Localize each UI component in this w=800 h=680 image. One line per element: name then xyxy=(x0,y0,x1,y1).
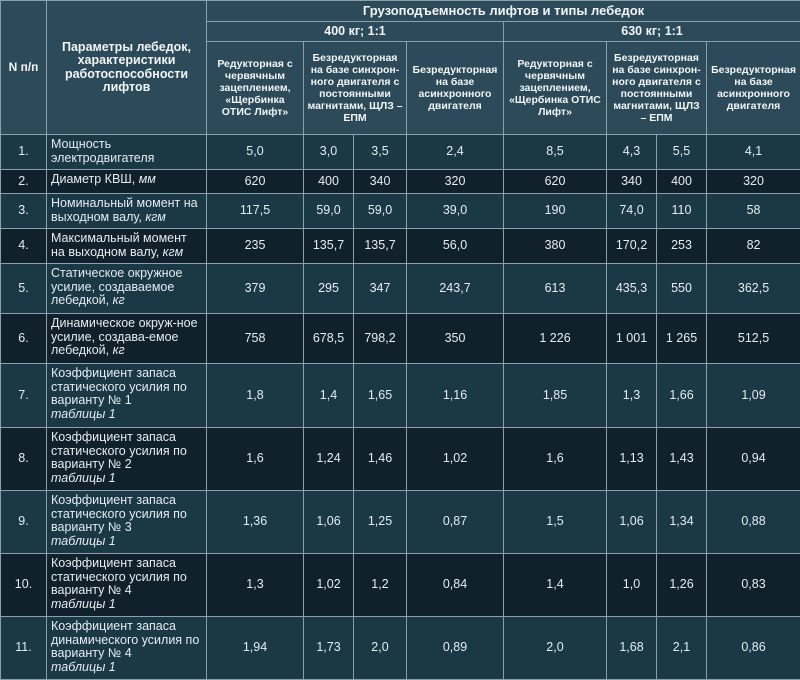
value-cell: 4,1 xyxy=(707,135,800,170)
parameter-unit: кг xyxy=(113,343,125,357)
value-cell: 613 xyxy=(504,264,607,314)
row-number: 11. xyxy=(1,617,47,680)
parameter-unit: кг xyxy=(113,293,125,307)
header-type-gearless-async-630: Безредукторная на базе асинхронного двигателя xyxy=(707,42,800,135)
parameter-name-cell xyxy=(47,364,207,428)
value-cell: 82 xyxy=(707,229,800,264)
value-cell: 400 xyxy=(657,170,707,194)
table-row xyxy=(1,229,800,264)
row-number: 10. xyxy=(1,554,47,617)
parameter-name: Номинальный момент на выходном валу, xyxy=(51,196,198,224)
value-cell: 3,5 xyxy=(354,135,407,170)
value-cell: 1 001 xyxy=(607,314,657,364)
parameter-name-cell xyxy=(47,428,207,491)
table-row xyxy=(1,428,800,491)
parameter-unit: кгм xyxy=(163,245,184,259)
parameter-name: Коэффициент запаса статического усилия по варианту № 4 xyxy=(51,556,187,597)
parameter-name: Коэффициент запаса статического усилия по варианту № 1 xyxy=(51,366,187,407)
value-cell: 1,25 xyxy=(354,491,407,554)
value-cell: 1,36 xyxy=(207,491,304,554)
parameter-name-cell xyxy=(47,135,207,170)
value-cell: 1,73 xyxy=(304,617,354,680)
value-cell: 235 xyxy=(207,229,304,264)
table-row xyxy=(1,314,800,364)
parameter-name-cell xyxy=(47,229,207,264)
row-number: 5. xyxy=(1,264,47,314)
parameter-name: Коэффициент запаса динамического усилия по варианту № 4 xyxy=(51,619,199,660)
value-cell: 0,87 xyxy=(407,491,504,554)
value-cell: 4,3 xyxy=(607,135,657,170)
value-cell: 340 xyxy=(607,170,657,194)
value-cell: 5,5 xyxy=(657,135,707,170)
value-cell: 39,0 xyxy=(407,194,504,229)
value-cell: 1,16 xyxy=(407,364,504,428)
table-row xyxy=(1,617,800,680)
value-cell: 1,0 xyxy=(607,554,657,617)
value-cell: 1 226 xyxy=(504,314,607,364)
header-parameters: Параметры лебедок, характеристики работоспособности лифтов xyxy=(47,1,207,135)
row-number: 2. xyxy=(1,170,47,194)
table-row xyxy=(1,364,800,428)
value-cell: 1,46 xyxy=(354,428,407,491)
table-header xyxy=(1,1,800,135)
value-cell: 59,0 xyxy=(304,194,354,229)
parameter-reference: таблицы 1 xyxy=(51,407,116,421)
parameter-reference: таблицы 1 xyxy=(51,534,116,548)
parameter-name: Коэффициент запаса статического усилия по варианту № 2 xyxy=(51,430,187,471)
parameter-name: Максимальный момент на выходном валу, xyxy=(51,231,187,259)
value-cell: 0,89 xyxy=(407,617,504,680)
parameter-name-cell xyxy=(47,554,207,617)
value-cell: 340 xyxy=(354,170,407,194)
value-cell: 170,2 xyxy=(607,229,657,264)
header-group-400: 400 кг; 1:1 xyxy=(207,22,504,42)
value-cell: 1,26 xyxy=(657,554,707,617)
value-cell: 1,09 xyxy=(707,364,800,428)
header-type-geared-400: Редукторная с червячным зацеплением, «Щербинка ОТИС Лифт» xyxy=(207,42,304,135)
value-cell: 1,06 xyxy=(304,491,354,554)
table-row xyxy=(1,170,800,194)
value-cell: 135,7 xyxy=(304,229,354,264)
value-cell: 1,06 xyxy=(607,491,657,554)
value-cell: 2,0 xyxy=(504,617,607,680)
table-body xyxy=(1,135,800,680)
parameter-name: Диаметр КВШ, xyxy=(51,172,139,186)
value-cell: 678,5 xyxy=(304,314,354,364)
value-cell: 2,0 xyxy=(354,617,407,680)
header-type-gearless-async-400: Безредукторная на базе асинхронного двигателя xyxy=(407,42,504,135)
value-cell: 1,4 xyxy=(304,364,354,428)
parameter-name-cell xyxy=(47,170,207,194)
value-cell: 3,0 xyxy=(304,135,354,170)
table-row xyxy=(1,491,800,554)
table-row xyxy=(1,554,800,617)
row-number: 1. xyxy=(1,135,47,170)
value-cell: 550 xyxy=(657,264,707,314)
value-cell: 2,4 xyxy=(407,135,504,170)
value-cell: 0,84 xyxy=(407,554,504,617)
row-number: 9. xyxy=(1,491,47,554)
value-cell: 512,5 xyxy=(707,314,800,364)
value-cell: 1,65 xyxy=(354,364,407,428)
value-cell: 58 xyxy=(707,194,800,229)
value-cell: 1,4 xyxy=(504,554,607,617)
value-cell: 1,2 xyxy=(354,554,407,617)
value-cell: 435,3 xyxy=(607,264,657,314)
value-cell: 1,13 xyxy=(607,428,657,491)
value-cell: 1,6 xyxy=(207,428,304,491)
value-cell: 1,43 xyxy=(657,428,707,491)
parameter-unit: мм xyxy=(139,172,156,186)
value-cell: 1,34 xyxy=(657,491,707,554)
value-cell: 798,2 xyxy=(354,314,407,364)
value-cell: 0,94 xyxy=(707,428,800,491)
value-cell: 0,86 xyxy=(707,617,800,680)
header-capacity-title: Грузоподъемность лифтов и типы лебедок xyxy=(207,1,800,22)
value-cell: 320 xyxy=(707,170,800,194)
value-cell: 1,66 xyxy=(657,364,707,428)
value-cell: 74,0 xyxy=(607,194,657,229)
value-cell: 1,24 xyxy=(304,428,354,491)
value-cell: 1,3 xyxy=(607,364,657,428)
value-cell: 1 265 xyxy=(657,314,707,364)
value-cell: 1,94 xyxy=(207,617,304,680)
parameter-name-cell xyxy=(47,264,207,314)
row-number: 6. xyxy=(1,314,47,364)
value-cell: 0,83 xyxy=(707,554,800,617)
parameter-name-cell xyxy=(47,491,207,554)
value-cell: 1,02 xyxy=(407,428,504,491)
parameter-name-cell xyxy=(47,617,207,680)
row-number: 4. xyxy=(1,229,47,264)
value-cell: 117,5 xyxy=(207,194,304,229)
value-cell: 400 xyxy=(304,170,354,194)
row-number: 7. xyxy=(1,364,47,428)
parameter-name: Мощность электродвигателя xyxy=(51,137,154,165)
value-cell: 350 xyxy=(407,314,504,364)
parameter-reference: таблицы 1 xyxy=(51,660,116,674)
value-cell: 253 xyxy=(657,229,707,264)
parameter-name: Динамическое окруж-ное усилие, создава-емое лебедкой, xyxy=(51,316,198,357)
parameter-name-cell xyxy=(47,194,207,229)
value-cell: 2,1 xyxy=(657,617,707,680)
value-cell: 5,0 xyxy=(207,135,304,170)
parameter-reference: таблицы 1 xyxy=(51,471,116,485)
value-cell: 243,7 xyxy=(407,264,504,314)
value-cell: 620 xyxy=(504,170,607,194)
value-cell: 135,7 xyxy=(354,229,407,264)
value-cell: 1,6 xyxy=(504,428,607,491)
value-cell: 59,0 xyxy=(354,194,407,229)
value-cell: 1,8 xyxy=(207,364,304,428)
value-cell: 1,02 xyxy=(304,554,354,617)
value-cell: 620 xyxy=(207,170,304,194)
value-cell: 380 xyxy=(504,229,607,264)
table-row xyxy=(1,194,800,229)
parameter-name: Статическое окружное усилие, создаваемое лебедкой, xyxy=(51,266,183,307)
parameter-unit: кгм xyxy=(145,210,166,224)
header-number: N п/п xyxy=(1,1,47,135)
row-number: 8. xyxy=(1,428,47,491)
parameter-name: Коэффициент запаса статического усилия по варианту № 3 xyxy=(51,493,187,534)
value-cell: 1,68 xyxy=(607,617,657,680)
value-cell: 8,5 xyxy=(504,135,607,170)
parameter-name-cell xyxy=(47,314,207,364)
value-cell: 0,88 xyxy=(707,491,800,554)
value-cell: 1,3 xyxy=(207,554,304,617)
header-group-630: 630 кг; 1:1 xyxy=(504,22,800,42)
value-cell: 379 xyxy=(207,264,304,314)
value-cell: 1,85 xyxy=(504,364,607,428)
value-cell: 362,5 xyxy=(707,264,800,314)
value-cell: 320 xyxy=(407,170,504,194)
table-row xyxy=(1,135,800,170)
value-cell: 347 xyxy=(354,264,407,314)
row-number: 3. xyxy=(1,194,47,229)
value-cell: 190 xyxy=(504,194,607,229)
header-type-gearless-pm-400: Безредукторная на базе синхрон-ного двигателя с постоянными магнитами, ЩЛЗ – ЕПМ xyxy=(304,42,407,135)
value-cell: 758 xyxy=(207,314,304,364)
value-cell: 110 xyxy=(657,194,707,229)
value-cell: 1,5 xyxy=(504,491,607,554)
table-row xyxy=(1,264,800,314)
parameter-reference: таблицы 1 xyxy=(51,597,116,611)
value-cell: 295 xyxy=(304,264,354,314)
value-cell: 56,0 xyxy=(407,229,504,264)
header-type-gearless-pm-630: Безредукторная на базе синхрон-ного двигателя с постоянными магнитами, ЩЛЗ – ЕПМ xyxy=(607,42,707,135)
header-type-geared-630: Редукторная с червячным зацеплением, «Щербинка ОТИС Лифт» xyxy=(504,42,607,135)
